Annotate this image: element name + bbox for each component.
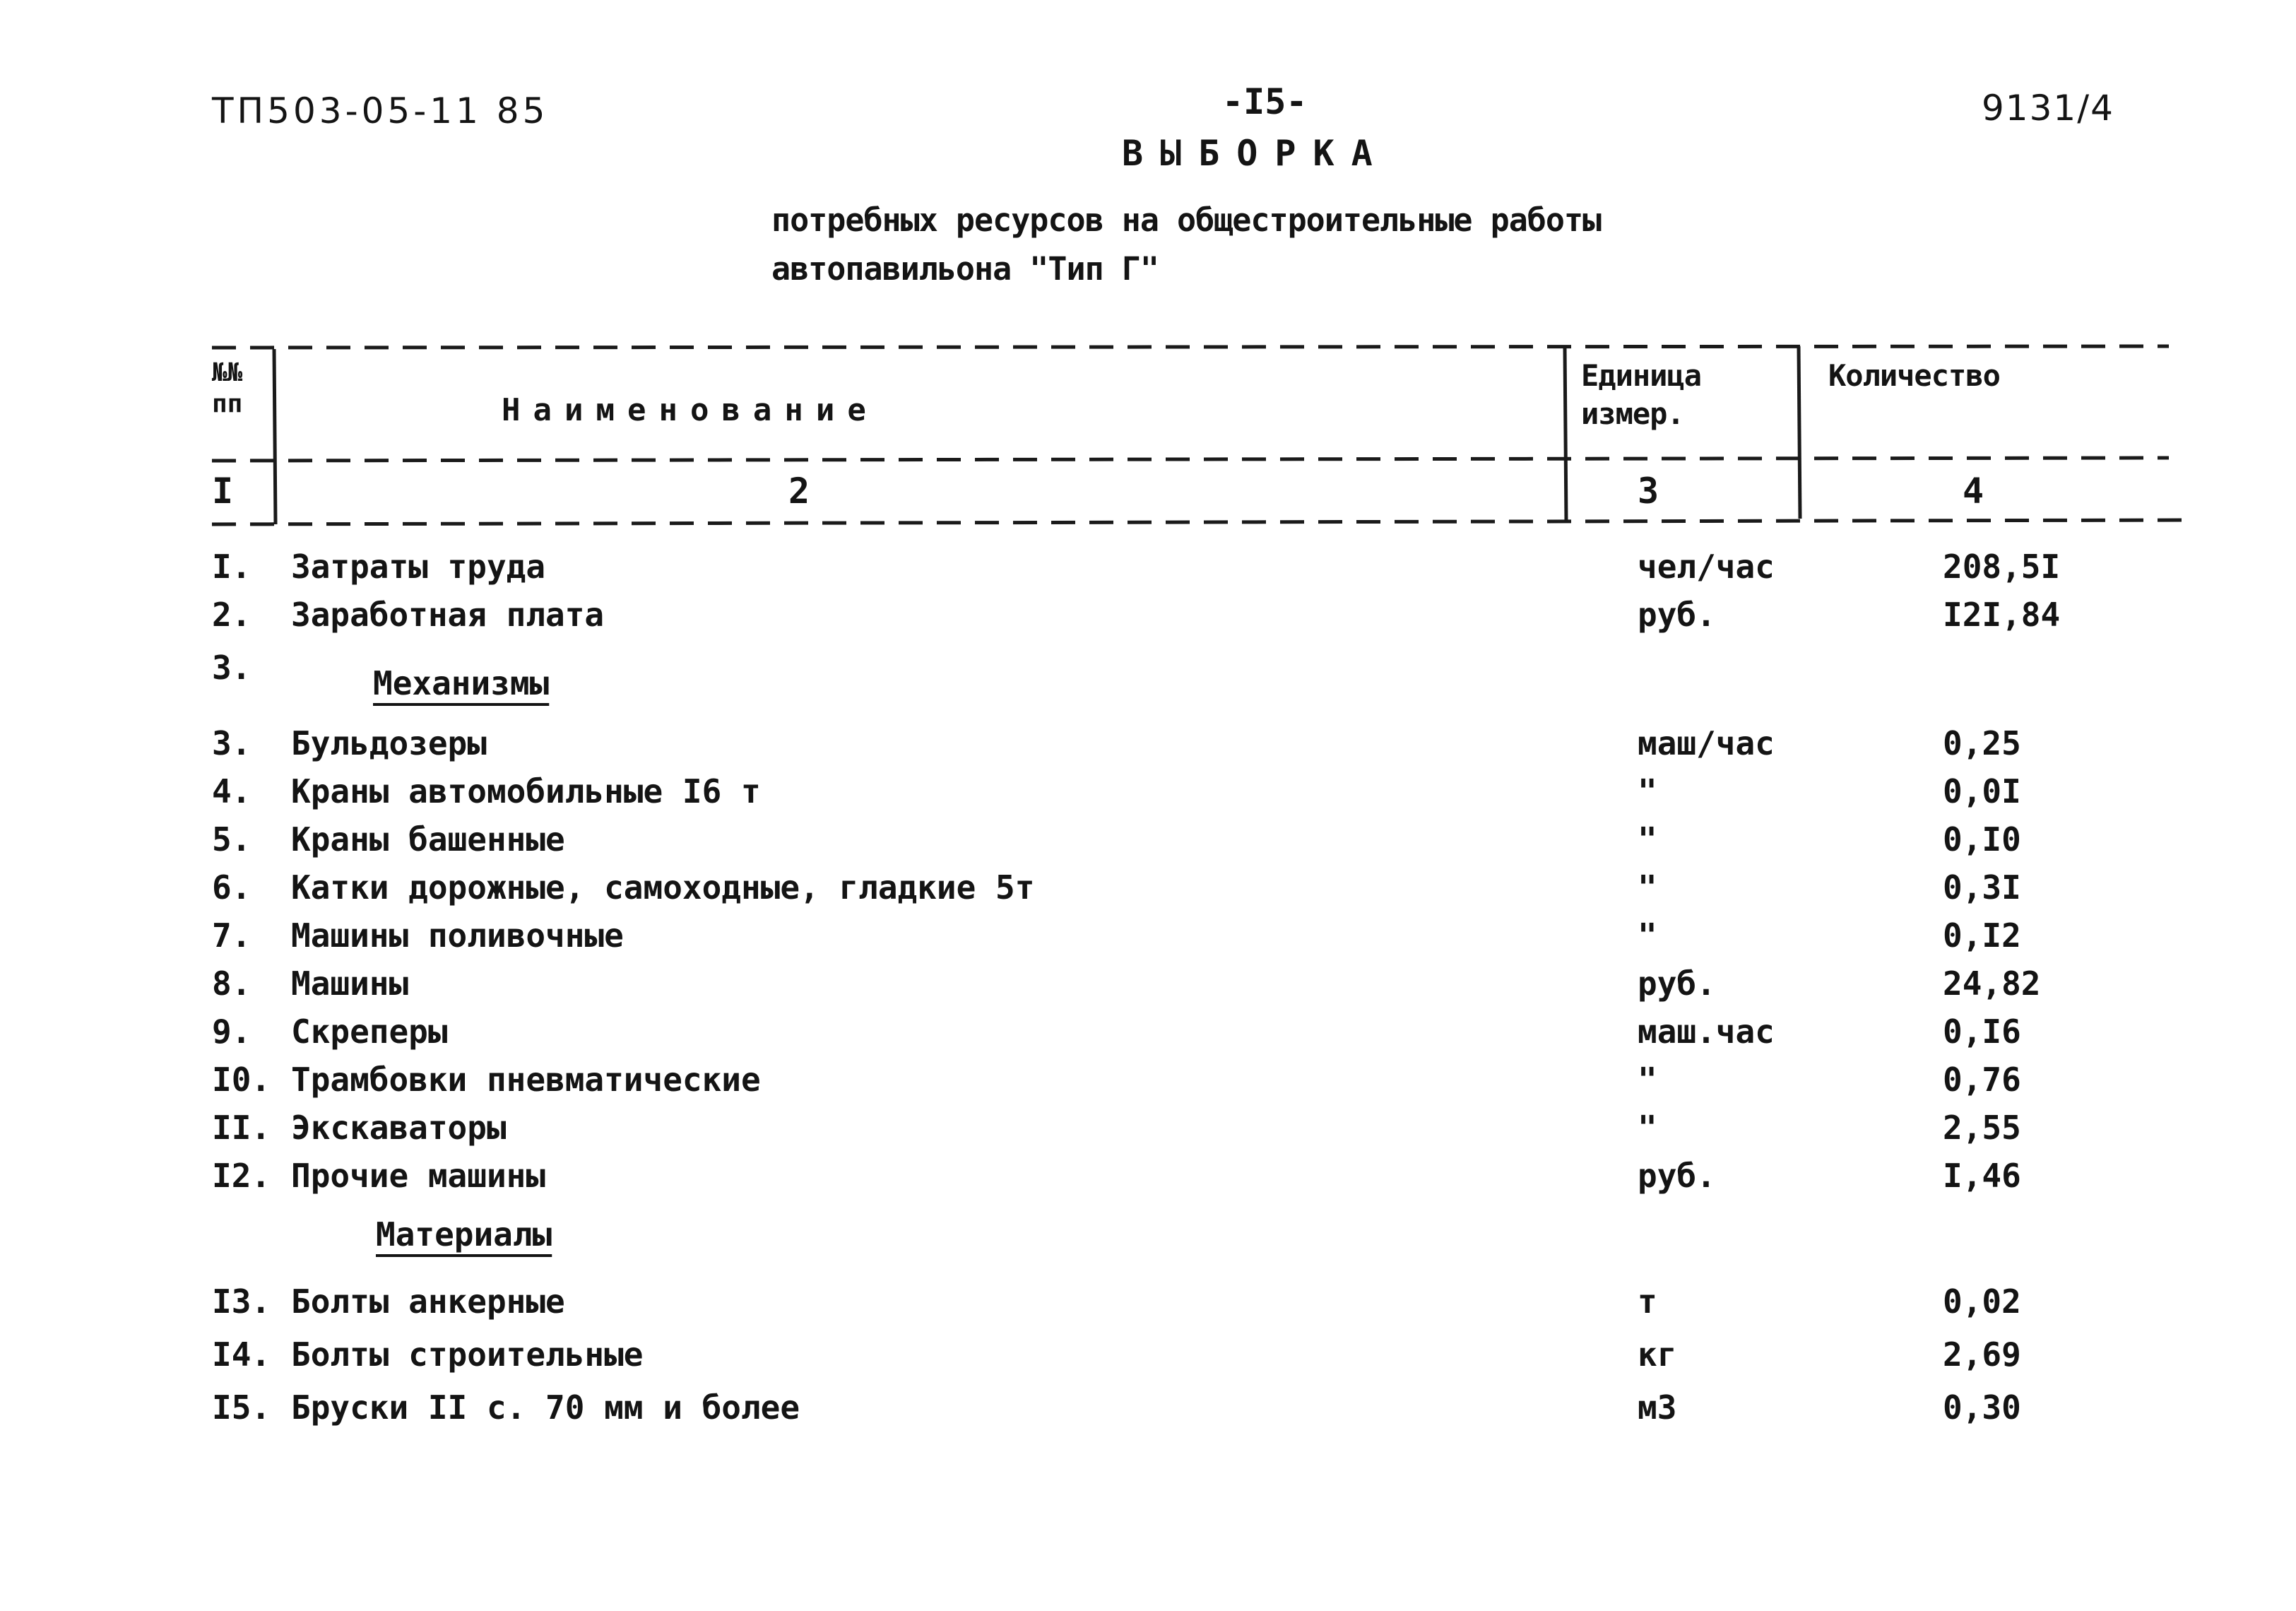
row-number: 6. [212, 868, 252, 907]
column-header-unit: Единица измер. [1581, 358, 1702, 431]
subtitle-line-2: автопавильона "Тип Г" [771, 250, 1159, 288]
row-number: I0. [212, 1061, 271, 1099]
row-quantity: 0,25 [1943, 724, 2021, 762]
row-quantity: 0,76 [1943, 1061, 2021, 1099]
row-name: Экскаваторы [291, 1109, 507, 1147]
column-number-4: 4 [1963, 471, 1984, 512]
column-divider-1 [274, 349, 276, 524]
column-header-name: Наименование [502, 392, 879, 428]
row-quantity: 24,82 [1943, 964, 2041, 1003]
row-quantity: 0,02 [1943, 1282, 2021, 1321]
column-number-3: 3 [1638, 471, 1659, 512]
row-unit: руб. [1638, 1157, 1716, 1195]
row-name: Затраты труда [291, 548, 546, 586]
row-number: II. [212, 1109, 271, 1147]
document-code: ТП503-05-11 85 [212, 90, 549, 131]
row-quantity: 0,I6 [1943, 1013, 2021, 1051]
header-separator-rule [212, 458, 2169, 461]
table-top-rule [212, 346, 2169, 348]
row-unit: кг [1638, 1335, 1677, 1374]
row-name: Машины [291, 964, 409, 1003]
column-header-number: №№ пп [212, 358, 243, 418]
column-number-1: I [212, 471, 234, 512]
row-quantity: 0,30 [1943, 1388, 2021, 1427]
row-quantity: 0,I2 [1943, 916, 2021, 955]
sheet-id: 9131/4 [1982, 88, 2114, 129]
row-quantity: 0,0I [1943, 772, 2021, 810]
row-number: I. [212, 548, 252, 586]
row-number: I4. [212, 1335, 271, 1374]
row-unit: руб. [1638, 964, 1716, 1003]
row-number: 4. [212, 772, 252, 810]
column-divider-2 [1565, 348, 1566, 523]
row-name: Катки дорожные, самоходные, гладкие 5т [291, 868, 1035, 907]
row-unit: " [1638, 868, 1657, 907]
row-quantity: 2,69 [1943, 1335, 2021, 1374]
row-quantity: 2,55 [1943, 1109, 2021, 1147]
row-name: Скреперы [291, 1013, 448, 1051]
section-heading-materials: Материалы [376, 1215, 552, 1253]
row-number: I3. [212, 1282, 271, 1321]
document-title: ВЫБОРКА [1122, 133, 1390, 174]
row-unit: руб. [1638, 596, 1716, 634]
header-bottom-rule [212, 520, 2184, 524]
column-header-quantity: Количество [1828, 358, 2000, 393]
subtitle-line-1: потребных ресурсов на общестроительные работы [771, 201, 1602, 239]
row-unit: " [1638, 820, 1657, 858]
row-number: I2. [212, 1157, 271, 1195]
row-number: 7. [212, 916, 252, 955]
row-number: 3. [212, 649, 252, 687]
row-number: I5. [212, 1388, 271, 1427]
row-name: Бульдозеры [291, 724, 487, 762]
row-quantity: I2I,84 [1943, 596, 2061, 634]
column-number-2: 2 [788, 471, 810, 512]
row-name: Краны башенные [291, 820, 565, 858]
row-quantity: 208,5I [1943, 548, 2061, 586]
row-number: 2. [212, 596, 252, 634]
row-quantity: 0,I0 [1943, 820, 2021, 858]
row-name: Болты строительные [291, 1335, 644, 1374]
row-number: 9. [212, 1013, 252, 1051]
row-name: Болты анкерные [291, 1282, 565, 1321]
row-name: Прочие машины [291, 1157, 546, 1195]
row-unit: чел/час [1638, 548, 1775, 586]
row-unit: м3 [1638, 1388, 1677, 1427]
row-number: 5. [212, 820, 252, 858]
row-quantity: I,46 [1943, 1157, 2021, 1195]
row-name: Заработная плата [291, 596, 605, 634]
row-unit: " [1638, 916, 1657, 955]
row-unit: т [1638, 1282, 1657, 1321]
row-unit: маш.час [1638, 1013, 1775, 1051]
row-unit: " [1638, 772, 1657, 810]
row-number: 8. [212, 964, 252, 1003]
row-name: Машины поливочные [291, 916, 624, 955]
row-name: Бруски II с. 70 мм и более [291, 1388, 800, 1427]
row-name: Трамбовки пневматические [291, 1061, 761, 1099]
row-number: 3. [212, 724, 252, 762]
row-unit: " [1638, 1061, 1657, 1099]
row-quantity: 0,3I [1943, 868, 2021, 907]
column-divider-3 [1799, 346, 1800, 519]
row-name: Краны автомобильные I6 т [291, 772, 761, 810]
page-number: -I5- [1222, 81, 1308, 122]
section-heading-mechanisms: Механизмы [373, 664, 550, 702]
row-unit: " [1638, 1109, 1657, 1147]
row-unit: маш/час [1638, 724, 1775, 762]
